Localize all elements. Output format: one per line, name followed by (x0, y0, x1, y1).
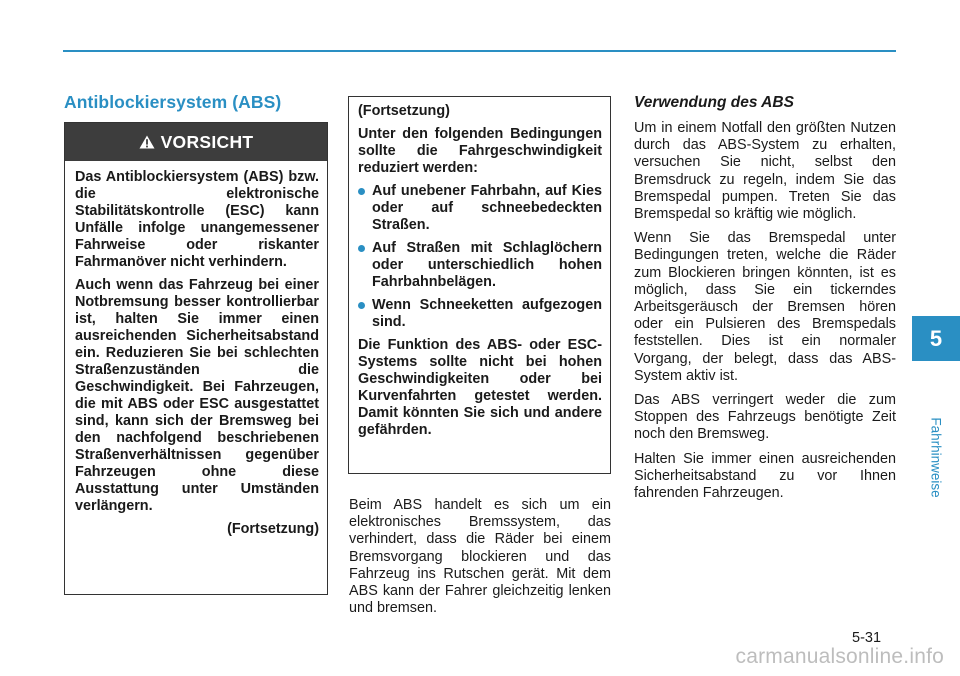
abs-description (349, 497, 611, 624)
blue-dot-icon (358, 188, 365, 195)
caution-continued: (Fortsetzung) (227, 521, 319, 537)
continuation-closing: Die Funktion des ABS- oder ESC-Systems sollte nicht bei hohen Geschwindigkeiten oder bei Kurvenfahrten getestet werden. Damit könnten Sie sich und andere gefährden. (358, 337, 602, 438)
condition-list (358, 183, 602, 331)
usage-paragraph: Wenn Sie das Bremspedal unter Bedingungen treten, welche die Räder zum Blockieren bringen könnten, ist es möglich, dass Sie ein tickerndes Arbeitsgeräusch der Bremsen hören oder ein Pulsieren des Bremspedals feststellen. Dies ist ein normaler Vorgang, der belegt, dass das ABS-System aktiv ist. (634, 230, 896, 384)
blue-dot-icon (358, 245, 365, 252)
usage-paragraph: Das ABS verringert weder die zum Stoppen des Fahrzeugs benötigte Zeit noch den Bremsweg. (634, 392, 896, 443)
watermark: carmanualsonline.info (735, 645, 944, 668)
caution-body (65, 161, 327, 538)
section-title: Antiblockiersystem (ABS) (64, 92, 282, 112)
caution-paragraph: Auch wenn das Fahrzeug bei einer Notbremsung besser kontrollierbar ist, halten Sie immer einen ausreichenden Sicherheitsabstand ein. Reduzieren Sie bei schlechten Straßenzuständen die Geschwindigkeit. Bei Fahrzeugen, die mit ABS oder ESC ausgestattet sind, kann sich der Bremsweg bei den nachfolgend beschriebenen Straßenverhältnissen gegenüber Fahrzeugen ohne diese Ausstattung unter Umständen verlängern. (75, 277, 319, 514)
chapter-label (928, 416, 944, 498)
caution-paragraph: Das Antiblockiersystem (ABS) bzw. die elektronische Stabilitätskontrolle (ESC) kann Unfälle infolge unangemessener Fahrweise oder riskanter Fahrmanöver nicht verhindern. (75, 169, 319, 270)
list-item-text: Auf unebener Fahrbahn, auf Kies oder auf schneebedeckten Straßen. (372, 183, 602, 233)
chapter-tab: 5 (912, 316, 960, 361)
continuation-label: (Fortsetzung) (358, 103, 450, 119)
list-item-text: Auf Straßen mit Schlaglöchern oder unterschiedlich hohen Fahrbahnbelägen. (372, 240, 602, 290)
usage-section (634, 92, 896, 509)
top-divider (63, 50, 896, 52)
blue-dot-icon (358, 302, 365, 309)
usage-paragraph: Um in einem Notfall den größten Nutzen durch das ABS-System zu erhalten, versuchen Sie nicht, selbst den Bremsdruck zu regeln, indem Sie das Bremspedal pumpen. Treten Sie das Bremspedal so kräftig wie möglich. (634, 120, 896, 223)
usage-heading: Verwendung des ABS (634, 94, 794, 111)
chapter-label-text: Fahrhinweise (928, 416, 944, 498)
warning-triangle-icon (139, 135, 155, 149)
list-item (358, 240, 602, 291)
continuation-box (348, 96, 611, 474)
caution-header (65, 123, 327, 161)
list-item (358, 297, 602, 331)
continuation-intro: Unter den folgenden Bedingungen sollte die Fahrgeschwindigkeit reduziert werden: (358, 126, 602, 176)
caution-title: VORSICHT (160, 131, 254, 152)
page-number: 5-31 (852, 630, 882, 646)
list-item (358, 183, 602, 234)
usage-paragraph: Halten Sie immer einen ausreichenden Sicherheitsabstand zu vor Ihnen fahrenden Fahrzeugen. (634, 450, 896, 502)
abs-description-text: Beim ABS handelt es sich um ein elektronisches Bremssystem, das verhindert, dass die Räder bei einem Bremsvorgang blockieren und das Fahrzeug ins Rutschen gerät. Mit dem ABS kann der Fahrer gleichzeitig lenken und bremsen. (349, 497, 611, 617)
caution-box (64, 122, 328, 595)
list-item-text: Wenn Schneeketten aufgezogen sind. (372, 297, 602, 330)
